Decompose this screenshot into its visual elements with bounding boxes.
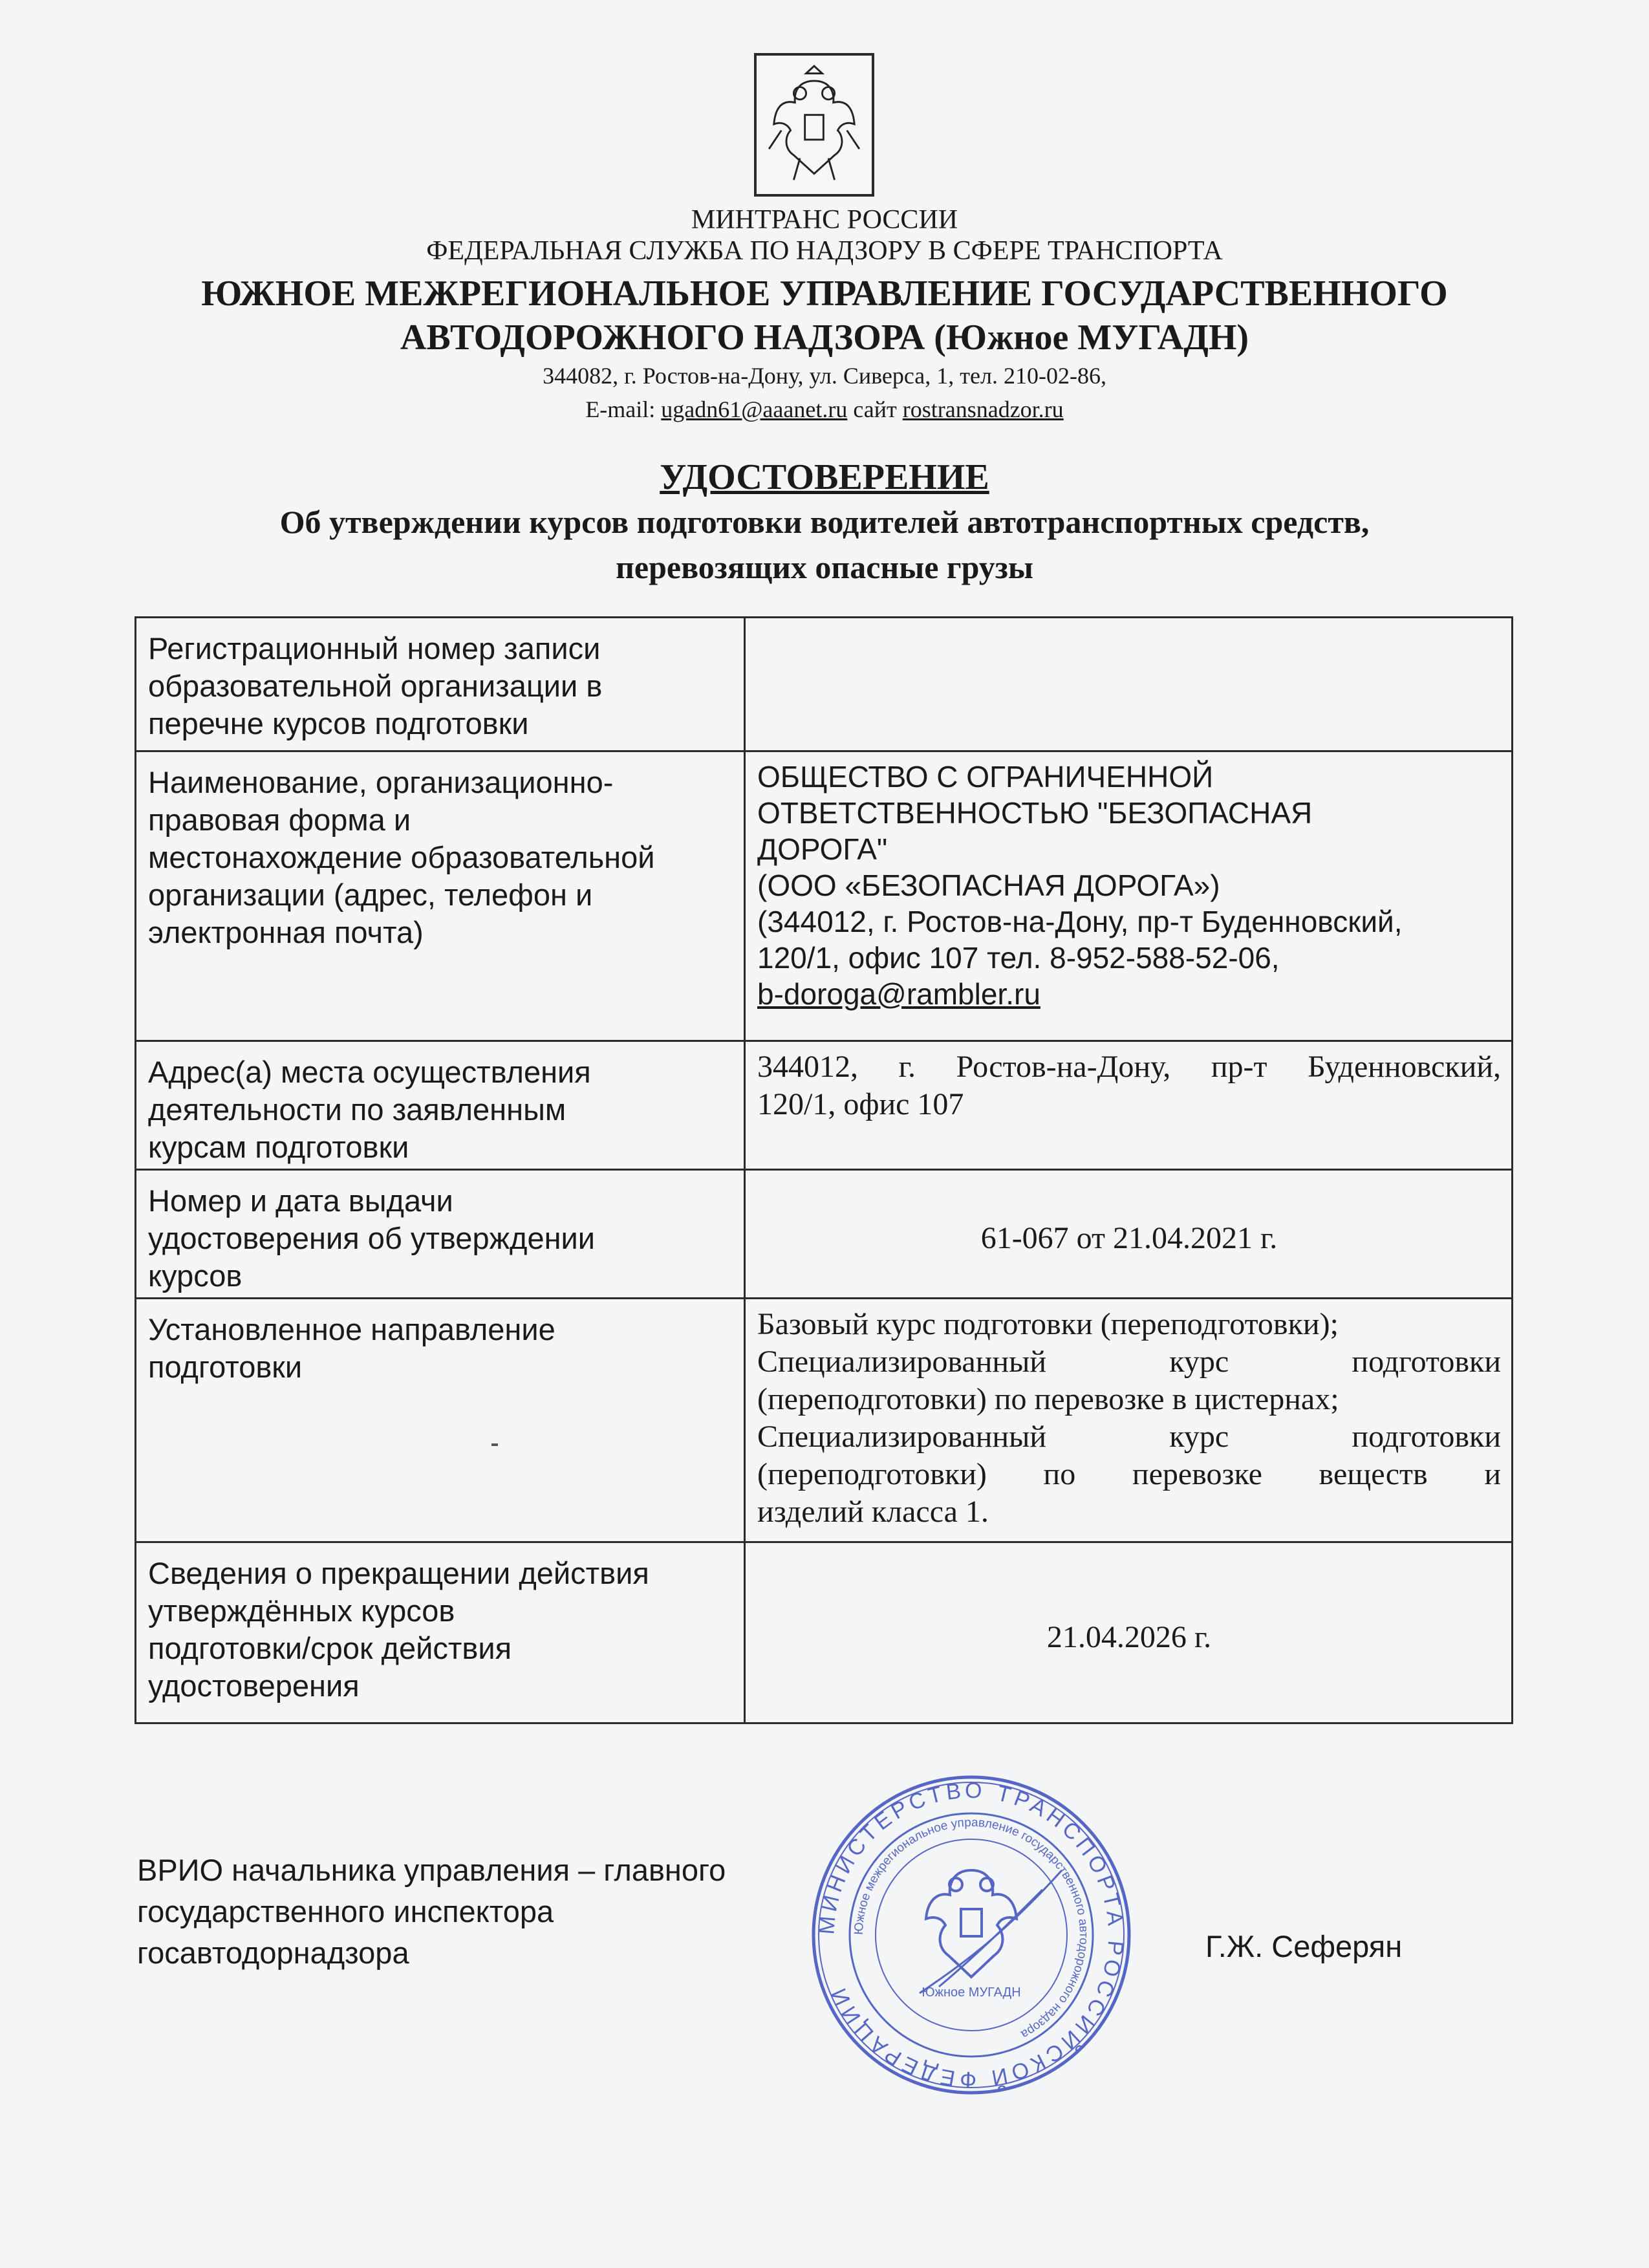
label-line: Наименование, организационно-: [148, 765, 614, 799]
label-line: удостоверения: [148, 1669, 360, 1703]
value-line: 120/1, офис 107 тел. 8-952-588-52-06,: [757, 941, 1280, 975]
validity-term-value: 21.04.2026 г.: [745, 1542, 1513, 1723]
registry-table: [135, 616, 1513, 1724]
training-direction-value: [745, 1299, 1513, 1542]
value-line: 344012, г. Ростов-на-Дону, пр-т Буденновский,: [757, 1050, 1501, 1084]
value-line: Специализированный курс подготовки: [757, 1420, 1501, 1454]
label-line: местонахождение образовательной: [148, 840, 655, 874]
document-subtitle-line1: Об утверждении курсов подготовки водителей автотранспортных средств,: [279, 504, 1370, 540]
position-line: госавтодорнадзора: [137, 1936, 409, 1970]
double-headed-eagle-icon: [757, 56, 872, 194]
value-line: (переподготовки) по перевозке в цистернах;: [757, 1382, 1339, 1416]
table-row: [136, 1170, 1513, 1299]
signatory-name: Г.Ж. Сеферян: [1205, 1929, 1403, 1963]
row-label: [136, 751, 745, 1041]
value-line: Базовый курс подготовки (переподготовки);: [757, 1307, 1339, 1341]
label-line: организации (адрес, телефон и: [148, 878, 593, 912]
official-seal-stamp: [810, 1773, 1133, 2097]
seal-outer-text: МИНИСТЕРСТВО ТРАНСПОРТА РОССИЙСКОЙ ФЕДЕРАЦИИ: [814, 1778, 1128, 2092]
seal-inner-text: Южное межрегиональное управление государственного автодорожного надзора: [852, 1815, 1091, 2042]
label-line: образовательной организации в: [148, 669, 603, 703]
row-label: [136, 1041, 745, 1170]
label-line: утверждённых курсов: [148, 1593, 455, 1628]
value-line: (переподготовки) по перевозке веществ и: [757, 1457, 1501, 1491]
value-line: (344012, г. Ростов-на-Дону, пр-т Буденновский,: [757, 905, 1403, 938]
label-line: подготовки/срок действия: [148, 1631, 512, 1665]
label-line: подготовки: [148, 1350, 303, 1384]
label-line: деятельности по заявленным: [148, 1092, 566, 1127]
position-line: государственного инспектора: [137, 1894, 554, 1928]
coat-of-arms-emblem: [754, 53, 874, 197]
seal-icon: [810, 1773, 1133, 2097]
label-line: Номер и дата выдачи: [148, 1183, 453, 1218]
label-line: Регистрационный номер записи: [148, 631, 601, 665]
registration-number-value: [745, 618, 1513, 751]
label-line: курсам подготовки: [148, 1130, 409, 1164]
site-label: сайт: [853, 396, 897, 422]
email-link[interactable]: ugadn61@aaanet.ru: [661, 396, 848, 422]
row-label: [136, 618, 745, 751]
value-line: Специализированный курс подготовки: [757, 1345, 1501, 1379]
organization-email-link[interactable]: b-doroga@rambler.ru: [757, 977, 1040, 1011]
document-title: УДОСТОВЕРЕНИЕ: [660, 457, 989, 497]
label-line: перечне курсов подготовки: [148, 706, 529, 740]
email-label: E-mail:: [585, 396, 656, 422]
label-line: правовая форма и: [148, 803, 411, 837]
activity-address-value: [745, 1041, 1513, 1170]
table-row: [136, 1542, 1513, 1723]
value-line: ОБЩЕСТВО С ОГРАНИЧЕННОЙ: [757, 760, 1214, 794]
label-line: удостоверения об утверждении: [148, 1221, 596, 1255]
table-row: [136, 618, 1513, 751]
authority-address: 344082, г. Ростов-на-Дону, ул. Сиверса, 1, тел. 210-02-86,: [543, 363, 1106, 389]
value-line: ОТВЕТСТВЕННОСТЬЮ "БЕЗОПАСНАЯ: [757, 796, 1313, 830]
authority-name-line1: ЮЖНОЕ МЕЖРЕГИОНАЛЬНОЕ УПРАВЛЕНИЕ ГОСУДАРСТВЕННОГО: [201, 274, 1448, 314]
stray-mark: [491, 1443, 498, 1446]
seal-center-text: Южное МУГАДН: [921, 1985, 1021, 2000]
table-row: [136, 1299, 1513, 1542]
table-row: [136, 1041, 1513, 1170]
certificate-number-value: 61-067 от 21.04.2021 г.: [745, 1170, 1513, 1299]
authority-contacts: [0, 396, 1649, 423]
label-line: Адрес(а) места осуществления: [148, 1055, 591, 1089]
label-line: Сведения о прекращении действия: [148, 1556, 649, 1590]
row-label: [136, 1170, 745, 1299]
table-row: [136, 751, 1513, 1041]
service-name: ФЕДЕРАЛЬНАЯ СЛУЖБА ПО НАДЗОРУ В СФЕРЕ ТРАНСПОРТА: [426, 236, 1223, 266]
label-line: курсов: [148, 1258, 242, 1293]
site-link[interactable]: rostransnadzor.ru: [902, 396, 1064, 422]
ministry-name: МИНТРАНС РОССИИ: [691, 205, 958, 235]
value-line: (ООО «БЕЗОПАСНАЯ ДОРОГА»): [757, 869, 1220, 902]
value-line: 120/1, офис 107: [757, 1087, 964, 1121]
row-label: [136, 1299, 745, 1542]
value-line: изделий класса 1.: [757, 1495, 989, 1529]
position-line: ВРИО начальника управления – главного: [137, 1853, 726, 1887]
signatory-position: [137, 1850, 726, 1974]
authority-name-line2: АВТОДОРОЖНОГО НАДЗОРА (Южное МУГАДН): [400, 318, 1249, 358]
label-line: электронная почта): [148, 915, 424, 949]
value-line: ДОРОГА": [757, 832, 888, 866]
document-subtitle-line2: перевозящих опасные грузы: [616, 549, 1033, 585]
row-label: [136, 1542, 745, 1723]
organization-value: [745, 751, 1513, 1041]
label-line: Установленное направление: [148, 1312, 555, 1346]
svg-text:Южное межрегиональное управлен: [852, 1816, 1090, 2041]
